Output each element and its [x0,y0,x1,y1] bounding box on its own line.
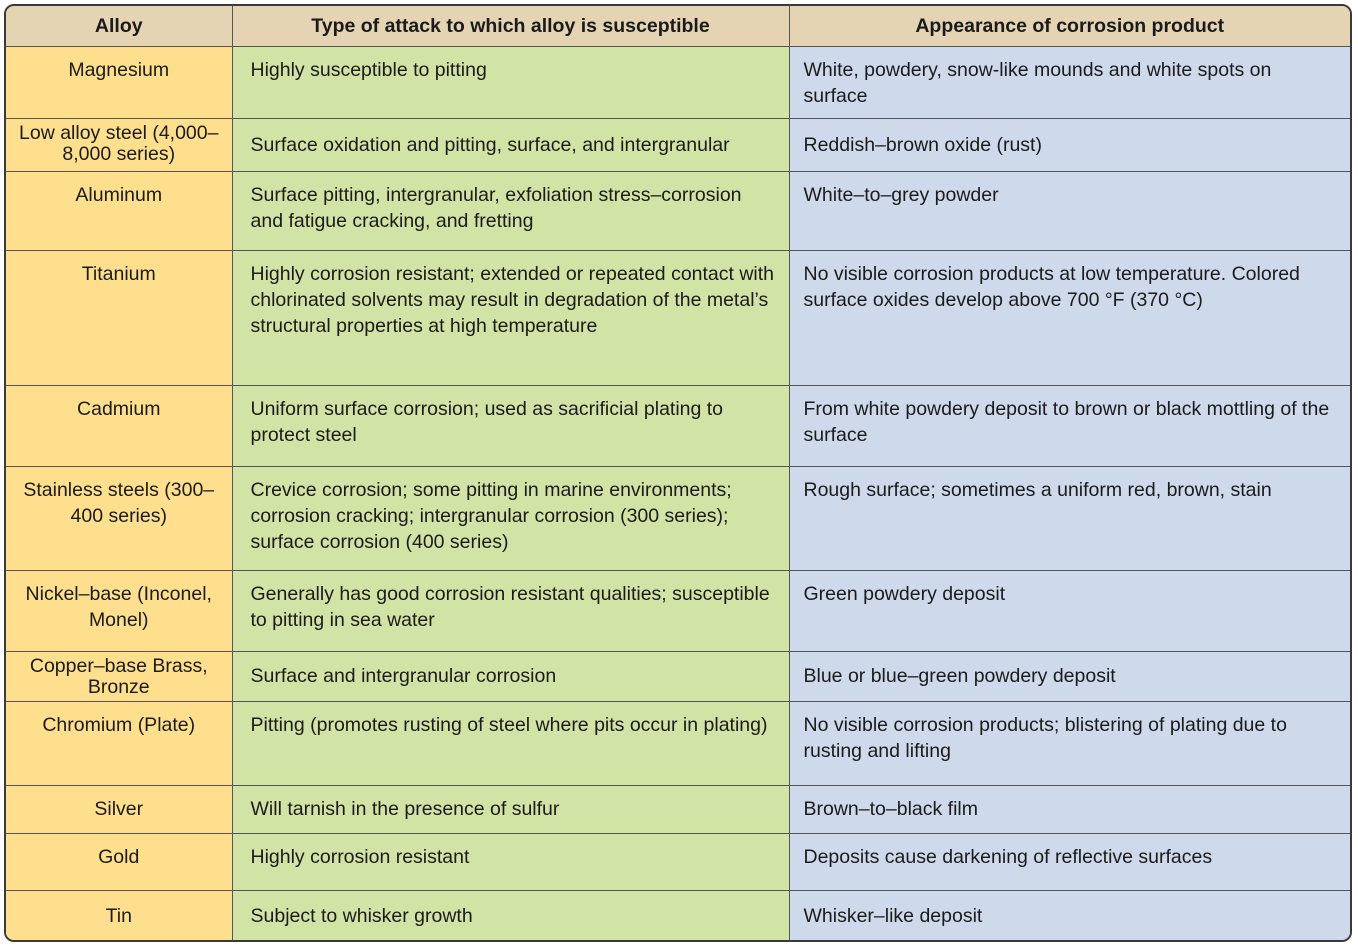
appearance-cell: White–to–grey powder [789,171,1350,250]
attack-cell: Surface oxidation and pitting, surface, and intergranular [232,118,789,171]
table-row [6,833,1350,890]
table-row [6,250,1350,385]
alloy-cell: Tin [6,890,232,941]
corrosion-table [4,4,1352,942]
appearance-cell: Green powdery deposit [789,570,1350,651]
header-row [6,6,1350,46]
table-row [6,466,1350,570]
table-row [6,46,1350,118]
alloy-cell: Low alloy steel (4,000–8,000 series) [6,118,232,171]
appearance-cell: No visible corrosion products; blistering of plating due to rusting and lifting [789,701,1350,785]
attack-cell: Subject to whisker growth [232,890,789,941]
table-row [6,570,1350,651]
table-row [6,785,1350,833]
alloy-cell: Titanium [6,250,232,385]
attack-cell: Surface pitting, intergranular, exfoliation stress–corrosion and fatigue cracking, and fretting [232,171,789,250]
alloy-cell: Stainless steels (300–400 series) [6,466,232,570]
alloy-cell: Magnesium [6,46,232,118]
appearance-cell: Whisker–like deposit [789,890,1350,941]
header-alloy: Alloy [6,6,232,46]
alloy-cell: Copper–base Brass, Bronze [6,651,232,701]
table-row [6,651,1350,701]
attack-cell: Highly corrosion resistant [232,833,789,890]
appearance-cell: Deposits cause darkening of reflective surfaces [789,833,1350,890]
attack-cell: Pitting (promotes rusting of steel where pits occur in plating) [232,701,789,785]
alloy-cell: Aluminum [6,171,232,250]
appearance-cell: No visible corrosion products at low temperature. Colored surface oxides develop above 700 °F (370 °C) [789,250,1350,385]
table-row [6,385,1350,466]
attack-cell: Surface and intergranular corrosion [232,651,789,701]
corrosion-table-grid [6,6,1350,941]
appearance-cell: Rough surface; sometimes a uniform red, brown, stain [789,466,1350,570]
attack-cell: Highly susceptible to pitting [232,46,789,118]
attack-cell: Crevice corrosion; some pitting in marine environments; corrosion cracking; intergranular corrosion (300 series); surface corrosion (400 series) [232,466,789,570]
table-row [6,890,1350,941]
attack-cell: Will tarnish in the presence of sulfur [232,785,789,833]
attack-cell: Generally has good corrosion resistant qualities; susceptible to pitting in sea water [232,570,789,651]
appearance-cell: Brown–to–black film [789,785,1350,833]
appearance-cell: Blue or blue–green powdery deposit [789,651,1350,701]
alloy-cell: Gold [6,833,232,890]
attack-cell: Highly corrosion resistant; extended or repeated contact with chlorinated solvents may result in degradation of the metal’s structural properties at high temperature [232,250,789,385]
appearance-cell: White, powdery, snow-like mounds and white spots on surface [789,46,1350,118]
table-row [6,701,1350,785]
alloy-cell: Chromium (Plate) [6,701,232,785]
table-row [6,118,1350,171]
alloy-cell: Nickel–base (Inconel, Monel) [6,570,232,651]
appearance-cell: Reddish–brown oxide (rust) [789,118,1350,171]
header-corrosion-appearance: Appearance of corrosion product [789,6,1350,46]
alloy-cell: Silver [6,785,232,833]
header-attack-type: Type of attack to which alloy is susceptible [232,6,789,46]
alloy-cell: Cadmium [6,385,232,466]
appearance-cell: From white powdery deposit to brown or black mottling of the surface [789,385,1350,466]
attack-cell: Uniform surface corrosion; used as sacrificial plating to protect steel [232,385,789,466]
table-row [6,171,1350,250]
